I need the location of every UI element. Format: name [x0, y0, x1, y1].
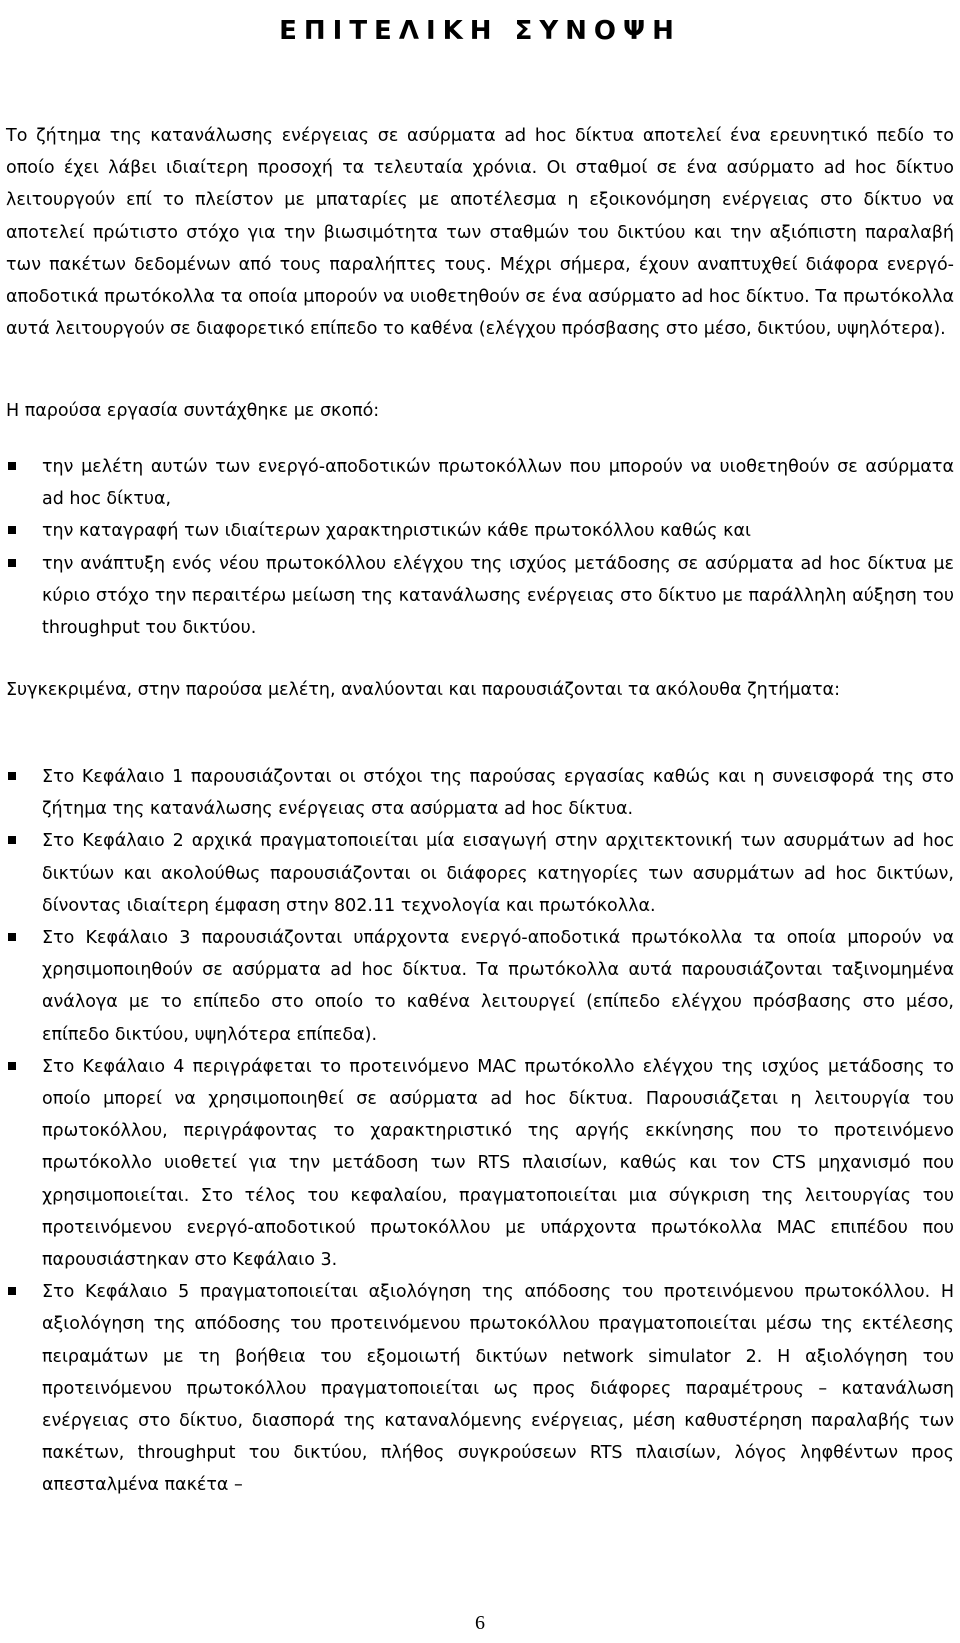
list-item-text: Στο Κεφάλαιο 2 αρχικά πραγματοποιείται μία εισαγωγή στην αρχιτεκτονική των ασυρμάτων ad hoc δικτύων και ακολούθως παρουσιάζονται οι διάφορες κατηγορίες των ασυρμάτων ad hoc δικτύων, δίνοντας ιδιαίτερη έμφαση στην 802.11 τεχνολογία και πρωτόκολλα.	[42, 831, 954, 916]
square-bullet-icon	[8, 462, 16, 470]
list-item-text: Στο Κεφάλαιο 1 παρουσιάζονται οι στόχοι της παρούσας εργασίας καθώς και η συνεισφορά της στο ζήτημα της κατανάλωσης ενέργειας στα ασύρματα ad hoc δίκτυα.	[42, 767, 954, 820]
purpose-intro: Η παρούσα εργασία συντάχθηκε με σκοπό:	[6, 401, 380, 421]
list-item	[0, 1051, 954, 1276]
square-bullet-icon	[8, 526, 16, 534]
square-bullet-icon	[8, 1062, 16, 1070]
list-item-text: την μελέτη αυτών των ενεργό-αποδοτικών πρωτοκόλλων που μπορούν να υιοθετηθούν σε ασύρματα ad hoc δίκτυα,	[42, 457, 954, 510]
page-title: ΕΠΙΤΕΛΙΚΗ ΣΥΝΟΨΗ	[279, 16, 681, 46]
square-bullet-icon	[8, 559, 16, 567]
chapters-intro: Συγκεκριμένα, στην παρούσα μελέτη, αναλύονται και παρουσιάζονται τα ακόλουθα ζητήματα:	[6, 680, 840, 700]
list-item-text: Στο Κεφάλαιο 4 περιγράφεται το προτεινόμενο MAC πρωτόκολλο ελέγχου της ισχύος μετάδοσης το οποίο μπορεί να χρησιμοποιηθεί σε ασύρματα ad hoc δίκτυα. Παρουσιάζεται η λειτουργία του πρωτοκόλλου, περιγράφοντας το χαρακτηριστικό της αργής εκκίνησης που το προτεινόμενο πρωτόκολλο υιοθετεί για την μετάδοση των RTS πλαισίων, καθώς και τον CTS μηχανισμό που χρησιμοποιείται. Στο τέλος του κεφαλαίου, πραγματοποιείται μια σύγκριση της λειτουργίας του προτεινόμενου ενεργό-αποδοτικού πρωτοκόλλου με υπάρχοντα πρωτόκολλα MAC επιπέδου που παρουσιάστηκαν στο Κεφάλαιο 3.	[42, 1056, 954, 1271]
purpose-list	[0, 451, 954, 644]
list-item	[0, 451, 954, 515]
list-item-text: Στο Κεφάλαιο 3 παρουσιάζονται υπάρχοντα ενεργό-αποδοτικά πρωτόκολλα τα οποία μπορούν να χρησιμοποιηθούν σε ασύρματα ad hoc δίκτυα. Τα πρωτόκολλα αυτά παρουσιάζονται ταξινομημένα ανάλογα με το επίπεδο στο οποίο το καθένα λειτουργεί (επίπεδο ελέγχου πρόσβασης στο μέσο, επίπεδο δικτύου, υψηλότερα επίπεδα).	[42, 928, 954, 1045]
list-item-text: την ανάπτυξη ενός νέου πρωτοκόλλου ελέγχου της ισχύος μετάδοσης σε ασύρματα ad hoc δίκτυα με κύριο στόχο την περαιτέρω μείωση της κατανάλωσης ενέργειας στο δίκτυο με παράλληλη αύξηση του throughput του δικτύου.	[42, 553, 954, 639]
intro-paragraph: Το ζήτημα της κατανάλωσης ενέργειας σε ασύρματα ad hoc δίκτυα αποτελεί ένα ερευνητικό πεδίο το οποίο έχει λάβει ιδιαίτερη προσοχή τα τελευταία χρόνια. Οι σταθμοί σε ένα ασύρματο ad hoc δίκτυο λειτουργούν επί το πλείστον με μπαταρίες με αποτέλεσμα η εξοικονόμηση ενέργειας στο δίκτυο να αποτελεί πρώτιστο στόχο για την βιωσιμότητα των σταθμών του δικτύου και την αξιόπιστη παραλαβή των πακέτων δεδομένων από τους παραλήπτες τους. Μέχρι σήμερα, έχουν αναπτυχθεί διάφορα ενεργό-αποδοτικά πρωτόκολλα τα οποία μπορούν να υιοθετηθούν σε ένα ασύρματο ad hoc δίκτυο. Τα πρωτόκολλα αυτά λειτουργούν σε διαφορετικό επίπεδο το καθένα (ελέγχου πρόσβασης στο μέσο, δικτύου, υψηλότερα).	[6, 126, 955, 340]
square-bullet-icon	[8, 772, 16, 780]
list-item	[0, 922, 954, 1051]
list-item	[0, 761, 954, 825]
list-item	[0, 1276, 954, 1501]
list-item	[0, 548, 954, 645]
list-item-text: την καταγραφή των ιδιαίτερων χαρακτηριστικών κάθε πρωτοκόλλου καθώς και	[42, 521, 751, 542]
page-number: 6	[475, 1612, 485, 1634]
square-bullet-icon	[8, 1287, 16, 1295]
square-bullet-icon	[8, 836, 16, 844]
square-bullet-icon	[8, 933, 16, 941]
chapters-list	[0, 761, 954, 1502]
list-item	[0, 825, 954, 922]
list-item-text: Στο Κεφάλαιο 5 πραγματοποιείται αξιολόγηση της απόδοσης του προτεινόμενου πρωτοκόλλου. Η αξιολόγηση της απόδοσης του προτεινόμενου πρωτοκόλλου πραγματοποιείται μέσω της εκτέλεσης πειραμάτων με τη βοήθεια του εξομοιωτή δικτύων network simulator 2. Η αξιολόγηση του προτεινόμενου πρωτοκόλλου πραγματοποιείται ως προς διάφορες παραμέτρους – κατανάλωση ενέργειας στο δίκτυο, διασπορά της καταναλόμενης ενέργειας, μέση καθυστέρηση παραλαβής των πακέτων, throughput του δικτύου, πλήθος συγκρούσεων RTS πλαισίων, λόγος ληφθέντων προς απεσταλμένα πακέτα –	[42, 1282, 954, 1496]
list-item	[0, 515, 954, 547]
